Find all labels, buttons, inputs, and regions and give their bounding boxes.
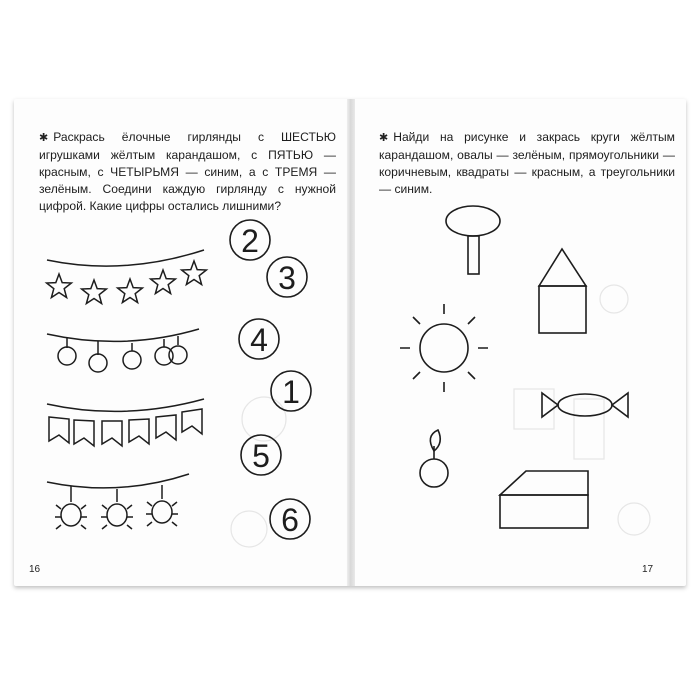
garland-flags [47,399,204,446]
garland-ball [58,347,76,365]
cheese-figure [500,471,588,528]
digit-3: 3 [278,260,296,296]
garland-stars [47,250,207,304]
garland-bug [146,501,178,526]
garland-bugs [47,474,189,529]
garland-flag [182,409,202,434]
digit-6: 6 [281,502,299,538]
garland-flag [74,420,94,446]
house-figure [539,249,586,333]
illustrations [14,99,686,586]
digit-2: 2 [241,223,259,259]
digit-4: 4 [250,322,268,358]
garland-ball [169,346,187,364]
garland-star [82,280,107,304]
snowflake-star-icon: ✱ [39,132,49,144]
digit-circles [230,220,311,539]
workbook-spread [14,99,686,586]
garland-star [182,261,207,285]
sun-figure [400,304,488,392]
right-task-body: Найди на рисунке и закрась круги жёлтым карандашом, овалы — зелёным, прямоугольники — коричневым, квадраты — красным, а треугольники — синим. [379,130,675,196]
right-page-number: 17 [642,564,654,575]
garland-star [151,270,176,294]
digit-5: 5 [252,438,270,474]
garland-star [47,274,72,298]
garland-ball [89,354,107,372]
left-page-number: 16 [29,564,41,575]
garland-bug [55,504,87,529]
garland-flag [49,417,69,443]
candy-figure [542,393,628,417]
garland-flag [129,419,149,444]
garland-bug [101,504,133,529]
digit-1: 1 [282,374,300,410]
apple-figure [420,430,448,487]
snowflake-star-icon: ✱ [379,132,389,144]
garland-flag [156,415,176,440]
garland-balls [47,329,199,372]
garland-star [118,279,143,303]
left-task-body: Раскрась ёлочные гирлянды с ШЕСТЬЮ игрушками жёлтым карандашом, с ПЯТЬЮ — красным, с ЧЕТЫРЬМЯ — синим, а с ТРЕМЯ — зелёным. Соедини каждую гирлянду с нужной цифрой. Какие цифры остались лишними? [39,130,336,213]
garland-ball [123,351,141,369]
mushroom-figure [446,206,500,274]
garland-flag [102,421,122,446]
